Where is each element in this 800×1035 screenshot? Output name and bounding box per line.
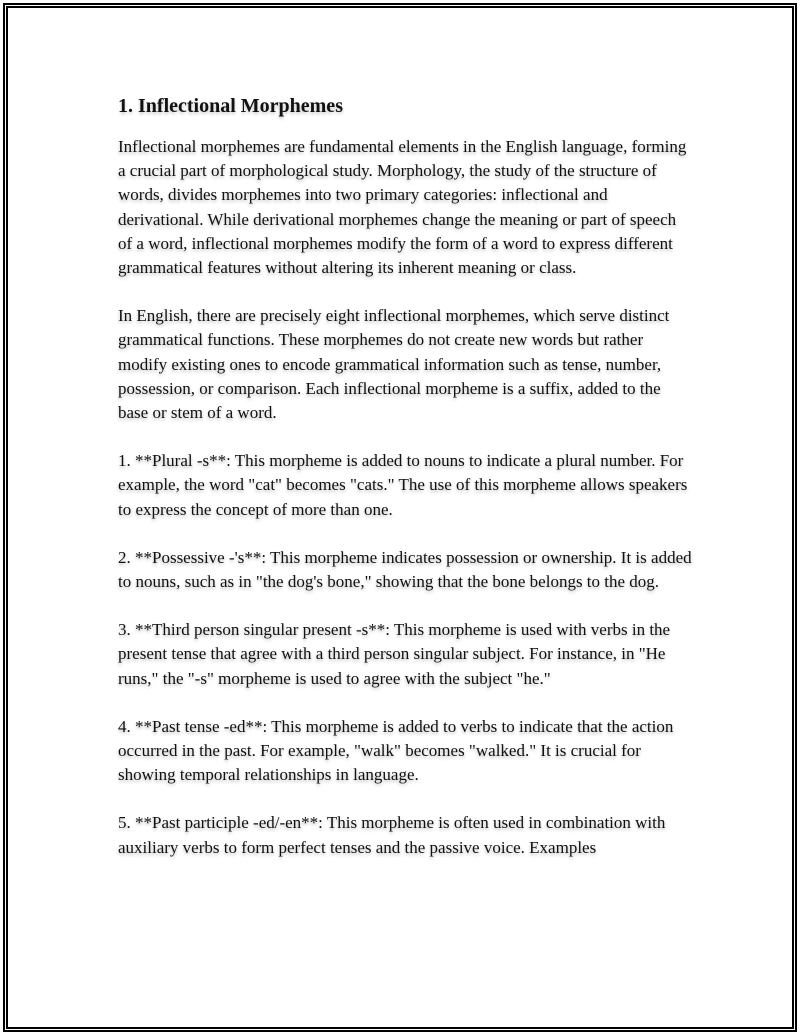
paragraph-past-participle: 5. **Past participle -ed/-en**: This morpheme is often used in combination with auxiliary verbs to form perfect tenses and the passive voice. Examples <box>118 813 666 857</box>
paragraph-eight-morphemes: In English, there are precisely eight inflectional morphemes, which serve distinct grammatical functions. These morphemes do not create new words but rather modify existing ones to encode grammatical information such as tense, number, possession, or comparison. Each inflectional morpheme is a suffix, added to the base or stem of a word. <box>118 306 670 423</box>
paragraph-past-tense: 4. **Past tense -ed**: This morpheme is added to verbs to indicate that the action occurred in the past. For example, "walk" becomes "walked." It is crucial for showing temporal relationships in language. <box>118 716 674 785</box>
paragraph-third-person: 3. **Third person singular present -s**: This morpheme is used with verbs in the present tense that agree with a third person singular subject. For instance, in "He runs," the "-s" morpheme is used to agree with the subject "he." <box>118 620 671 688</box>
paragraph-plural: 1. **Plural -s**: This morpheme is added to nouns to indicate a plural number. For example, the word "cat" becomes "cats." The use of this morpheme allows speakers to express the concept of more than one. <box>118 451 688 519</box>
section-heading: 1. Inflectional Morphemes <box>118 95 343 117</box>
paragraph-intro: Inflectional morphemes are fundamental elements in the English language, forming a crucial part of morphological study. Morphology, the study of the structure of words, divides morphemes into two primary categories: inflectional and derivational. While derivational morphemes change the meaning or part of speech of a word, inflectional morphemes modify the form of a word to express different grammatical features without altering its inherent meaning or class. <box>118 137 687 278</box>
document-body <box>118 91 693 884</box>
paragraph-possessive: 2. **Possessive -'s**: This morpheme indicates possession or ownership. It is added to nouns, such as in "the dog's bone," showing that the bone belongs to the dog. <box>118 547 692 592</box>
